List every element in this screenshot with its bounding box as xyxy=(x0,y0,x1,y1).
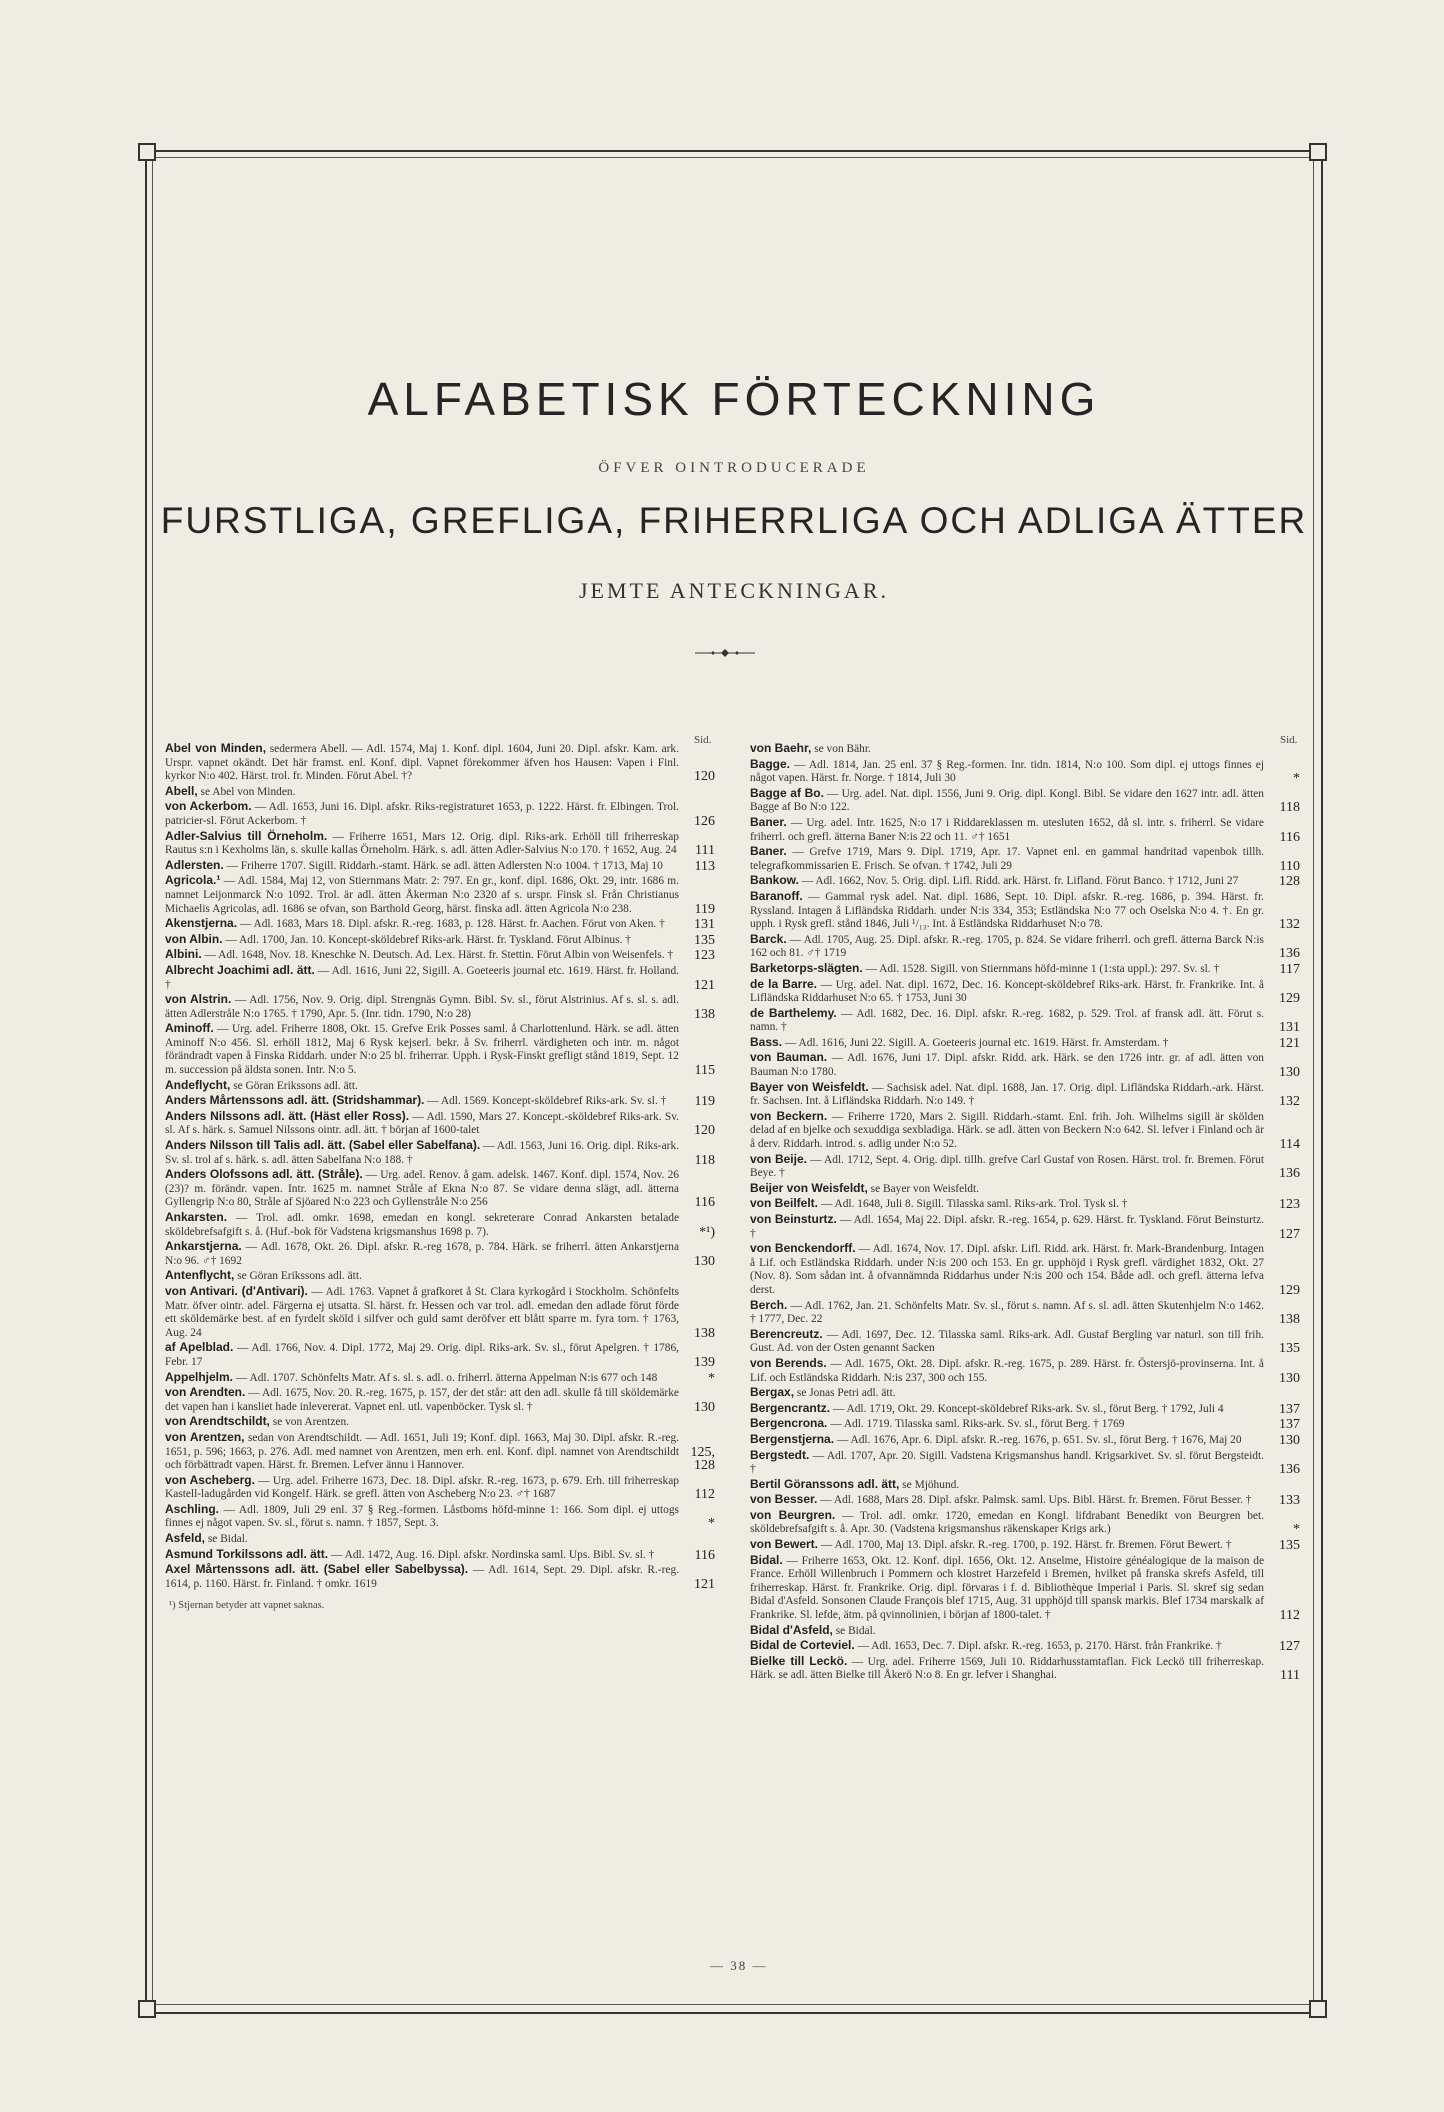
entry-text: se Bayer von Weisfeldt. xyxy=(870,1182,979,1195)
entry xyxy=(750,1182,1300,1197)
entry-text: se von Arentzen. xyxy=(272,1416,349,1429)
entry-name: Appelhjelm. xyxy=(165,1369,234,1384)
entry-page: 131 xyxy=(694,917,715,933)
entry xyxy=(165,1341,715,1369)
entry-page: 128 xyxy=(1279,874,1300,890)
entry xyxy=(750,1386,1300,1401)
entry-page: 117 xyxy=(1279,961,1300,977)
entry xyxy=(165,917,715,932)
entry-text: — Friherre 1653, Okt. 12. Konf. dipl. 1656, Okt. 12. Anselme, Histoire généalogique de la maison de France. Erhöll Willenbruch i Pommern och klostret Harzefeld i Bremen, hvilket på franska skrefs Asfeld, till friherreskap. Härst. fr. Frankrike. Orig. dipl. förvaras i f. d. Bibliothèque Imperial i Paris. Sl. skref sig sedan Bidal d'Asfeld. Sonsonen Claude François blef 1715, Aug. 31 upphöjd till spansk markis. Blef 1734 marskalk af Frankrike. Sl. lefde, ätm. på qvinnolinien, i början af 1800-talet. † xyxy=(750,1554,1264,1622)
entry-text: — Urg. adel. Friherre 1673, Dec. 18. Dipl. afskr. R.-reg. 1673, p. 679. Erh. till friherreskap Kastell-ladugården vid Kongelf. Härk. se grefl. ätten von Ascheberg N:o 23. ♂† 1687 xyxy=(165,1474,679,1501)
entry-text: — Adl. 1616, Juni 22, Sigill. A. Goeteeris journal etc. 1619. Härst. fr. Holland. † xyxy=(165,964,679,991)
entry-name: Albrecht Joachimi adl. ätt. xyxy=(165,962,315,977)
entry xyxy=(750,758,1300,786)
entry-name: Bielke till Leckö. xyxy=(750,1653,848,1668)
entry xyxy=(750,1051,1300,1079)
entry-text: — Adl. 1809, Juli 29 enl. 37 § Reg.-formen. Låstboms höfd-minne 1: 166. Som dipl. ej uttogs finnes ej något vapen. Sv. sl., förut s. namn. † 1857, Sept. 3. xyxy=(165,1503,679,1530)
entry-name: von Beckern. xyxy=(750,1108,828,1123)
entry-page: 133 xyxy=(1279,1493,1300,1509)
entry-text: sedermera Abell. — Adl. 1574, Maj 1. Konf. dipl. 1604, Juni 20. Dipl. afskr. Kam. ark. Urspr. vapnet okändt. Det här framst. enl. Konf. dipl. Vapnet förekommer äfven hos Hausen: Vapen i Finl. kyrkor N:o 402. Härst. trol. fr. Minden. Förut Abel. †? xyxy=(165,743,679,783)
entry-text: — Adl. 1756, Nov. 9. Orig. dipl. Strengnäs Gymn. Bibl. Sv. sl., förut Alstrinius. Af s. sl. s. adl. ätten Adlerstråle N:o 1765. † 1790, Apr. 5. (Inr. tidn. 1790, N:o 28) xyxy=(165,994,679,1020)
entry-name: Anders Mårtenssons adl. ätt. (Stridshammar). xyxy=(165,1093,425,1108)
sid-label-left: Sid. xyxy=(694,734,712,746)
entry-text: — Trol. adl. omkr. 1698, emedan en kongl. sekreterare Conrad Ankarsten betalade sköldebrefsafgift s. å. (Huf.-bok för Vadstena krigsmanshus 1698 p. 7). xyxy=(165,1212,679,1238)
entry-name: Baner. xyxy=(750,814,787,829)
entry-page: 123 xyxy=(694,948,715,964)
entry-name: Adlersten. xyxy=(165,857,224,872)
entry-name: Bergencrona. xyxy=(750,1416,828,1431)
entry xyxy=(165,742,715,784)
entry-text: — Adl. 1653, Juni 16. Dipl. afskr. Riks-registraturet 1653, p. 1222. Härst. fr. Elbingen. Trol. patricier-sl. Förut Ackerbom. † xyxy=(165,801,679,827)
entry-page: 132 xyxy=(1279,1094,1300,1110)
entry-text: — Friherre 1707. Sigill. Riddarh.-stamt. Härk. se adl. ätten Adlersten N:o 1004. † 1713, Maj 10 xyxy=(226,859,663,872)
entry xyxy=(750,1357,1300,1385)
entry-page: 126 xyxy=(694,813,715,829)
entry-text: — Adl. 1763. Vapnet å grafkoret å St. Clara kyrkogård i Stockholm. Schönfelts Matr. öfver ointr. adel. Färgerna ej utsatta. Sl. härst. fr. Hessen och var trol. adl. emedan den adlade förut förde ett sköldemärke best. af en fyrdelt sköld i silfver och guld samt deröfver ett blått sparre m. fyra torn. † 1763, Aug. 24 xyxy=(165,1285,679,1339)
entry-text: — Adl. 1766, Nov. 4. Dipl. 1772, Maj 29. Orig. dipl. Riks-ark. Sv. sl., förut Apelgren. † 1786, Febr. 17 xyxy=(165,1342,679,1368)
entry-page: 118 xyxy=(694,1152,715,1168)
entry-page: 130 xyxy=(1279,1065,1300,1081)
entry xyxy=(165,948,715,963)
entry xyxy=(750,1299,1300,1327)
entry xyxy=(165,1094,715,1109)
entry xyxy=(165,1269,715,1284)
entry xyxy=(750,1538,1300,1553)
entry-text: — Adl. 1719, Okt. 29. Koncept-sköldebref Riks-ark. Sv. sl., förut Berg. † 1792, Juli 4 xyxy=(832,1402,1224,1415)
left-column xyxy=(165,742,715,1613)
entry-name: Abel von Minden, xyxy=(165,741,267,755)
entry-page: 110 xyxy=(1279,858,1300,874)
entry-text: sedan von Arendtschildt. — Adl. 1651, Juli 19; Konf. dipl. 1663, Maj 30. Dipl. afskr. R.-reg. 1651, p. 596; 1663, p. 276. Adl. med namnet von Arentzen, men erh. enl. Konf. dipl. namnet von Arendtschildt och förbättradt vapen. Härst. fr. Bremen. Lefver ännu i Hannover. xyxy=(165,1431,679,1472)
entry-name: Bankow. xyxy=(750,873,799,888)
entry-name: Albini. xyxy=(165,947,202,962)
entry-page: 111 xyxy=(1280,1668,1300,1684)
entry-text: — Adl. 1563, Juni 16. Orig. dipl. Riks-ark. Sv. sl. trol af s. härk. s. adl. ätten Sabelfana N:o 188. † xyxy=(165,1140,679,1166)
entry-name: von Beinsturtz. xyxy=(750,1212,837,1226)
entry xyxy=(165,1285,715,1340)
entry xyxy=(165,1371,715,1386)
entry-name: Baranoff. xyxy=(750,888,803,903)
entry-page: 121 xyxy=(694,1576,715,1592)
entry-page: 116 xyxy=(694,1195,715,1211)
entry-page: 119 xyxy=(694,901,715,917)
ornament-icon xyxy=(695,648,755,658)
entry xyxy=(750,874,1300,889)
entry-page: 135 xyxy=(1279,1538,1300,1554)
entry-text: — Urg. adel. Nat. dipl. 1556, Juni 9. Orig. dipl. Kongl. Bibl. Se vidare den 1627 intr. adl. ätten Bagge af Bo N:o 122. xyxy=(750,787,1265,814)
entry-name: Bagge. xyxy=(750,756,791,771)
entry-text: se von Bähr. xyxy=(814,743,871,755)
entry-name: von Alstrin. xyxy=(165,992,232,1007)
entry-name: von Arendten. xyxy=(165,1385,246,1400)
entry-text: — Urg. adel. Nat. dipl. 1672, Dec. 16. Koncept-sköldebref Riks-ark. Härst. fr. Frankrike. Int. å Lifländska Riddarhuset N:o 65. † 1753, Juni 30 xyxy=(750,978,1264,1005)
entry-text: — Gammal rysk adel. Nat. dipl. 1686, Sept. 10. Dipl. afskr. R.-reg. 1686, p. 394. Härst. fr. Ryssland. Intagen å Lifländska Riddarh. under N:is 334, 353; Estländska N:o 77 och Oselska N:o 4. †. En gr. upph. i Rysk grefl. stånd 1846, Juli ¹/₁₃. Int. å Estländska Riddarhuset N:o 78. xyxy=(750,890,1264,931)
entry-text: — Adl. 1712, Sept. 4. Orig. dipl. tillh. grefve Carl Gustaf von Rosen. Härst. trol. fr. Bremen. Förut Beye. † xyxy=(750,1153,1264,1180)
page-heading: FURSTLIGA, GREFLIGA, FRIHERRLIGA OCH ADLIGA ÄTTER xyxy=(160,500,1308,541)
entry xyxy=(750,1509,1300,1537)
entry xyxy=(750,1153,1300,1181)
frame-corner xyxy=(138,2000,156,2018)
entry-text: — Adl. 1676, Juni 17. Dipl. afskr. Ridd. ark. Härk. se den 1726 intr. gr. af adl. ätten von Bauman N:o 1780. xyxy=(750,1052,1264,1079)
entry xyxy=(165,1211,715,1239)
entry-name: von Albin. xyxy=(165,931,223,946)
entry xyxy=(750,1197,1300,1212)
entry-page: 130 xyxy=(1279,1432,1300,1448)
entry-name: Andeflycht, xyxy=(165,1077,231,1092)
entry xyxy=(750,962,1300,977)
entry-page: * xyxy=(708,1370,715,1386)
entry-page: 130 xyxy=(694,1399,715,1415)
entry-name: Bidal d'Asfeld, xyxy=(750,1622,833,1637)
entry-name: Bayer von Weisfeldt. xyxy=(750,1079,869,1094)
entry-name: Bergenstjerna. xyxy=(750,1431,835,1446)
entry-name: Adler-Salvius till Örneholm. xyxy=(165,828,328,843)
entry xyxy=(750,845,1300,873)
entry-name: af Apelblad. xyxy=(165,1340,234,1355)
sid-label-right: Sid. xyxy=(1280,734,1298,746)
entry-text: — Adl. 1683, Mars 18. Dipl. afskr. R.-reg. 1683, p. 128. Härst. fr. Aachen. Förut von Aken. † xyxy=(239,918,665,931)
entry-text: se Bidal. xyxy=(207,1533,248,1546)
entry-text: — Adl. 1700, Jan. 10. Koncept-sköldebref Riks-ark. Härst. fr. Tyskland. Förut Albinus. † xyxy=(225,933,631,946)
entry xyxy=(165,830,715,858)
entry-page: 131 xyxy=(1279,1020,1300,1036)
entry-page: 111 xyxy=(695,843,715,859)
entry-text: — Adl. 1700, Maj 13. Dipl. afskr. R.-reg. 1700, p. 192. Härst. fr. Bremen. Förut Bewert. † xyxy=(820,1539,1232,1552)
entry xyxy=(165,1532,715,1547)
entry xyxy=(750,1478,1300,1493)
entry-text: — Adl. 1614, Sept. 29. Dipl. afskr. R.-reg. 1614, p. 1160. Härst. fr. Finland. † omkr. 1619 xyxy=(165,1564,679,1590)
page-number: — 38 — xyxy=(710,1958,768,1973)
entry-name: Berch. xyxy=(750,1297,788,1312)
entry-name: Baner. xyxy=(750,844,787,859)
entry-name: von Arendtschildt, xyxy=(165,1414,270,1429)
entry xyxy=(750,1242,1300,1297)
entry-name: von Beurgren. xyxy=(750,1507,836,1522)
entry xyxy=(165,1563,715,1591)
entry-page: 138 xyxy=(694,1006,715,1022)
entry-name: Beijer von Weisfeldt, xyxy=(750,1180,868,1195)
entry-name: Axel Mårtenssons adl. ätt. (Sabel eller Sabelbyssa). xyxy=(165,1562,469,1577)
entry xyxy=(165,859,715,874)
entry-page: 136 xyxy=(1279,1166,1300,1182)
entry-name: Anders Nilssons adl. ätt. (Häst eller Ross). xyxy=(165,1108,410,1123)
entry-page: 138 xyxy=(1279,1312,1300,1328)
entry-text: — Adl. 1648, Nov. 18. Kneschke N. Deutsch. Ad. Lex. Härst. fr. Stettin. Förut Albin von Weisenfels. † xyxy=(204,949,674,962)
entry-name: Bergax, xyxy=(750,1385,795,1400)
entry-text: se Abel von Minden. xyxy=(200,785,296,798)
entry-page: 125, 128 xyxy=(690,1444,715,1474)
entry-name: von Bauman. xyxy=(750,1050,828,1065)
page-subheading: JEMTE ANTECKNINGAR. xyxy=(579,578,889,603)
entry-text: — Adl. 1569. Koncept-sköldebref Riks-ark. Sv. sl. † xyxy=(427,1095,667,1108)
entry-text: — Urg. adel. Renov. å gam. adelsk. 1467. Konf. dipl. 1574, Nov. 26 (23)? m. förändr. vapen. Intr. 1625 m. namnet Stråle af Ekna N:o 87. Se vidare denna slägt, adl. ätterna Gyllengrip N:o 80, Stråle af Sjöared N:o 223 och Gyllenstråle N:o 256 xyxy=(165,1169,679,1209)
entry-name: von Besser. xyxy=(750,1492,818,1507)
entry xyxy=(750,1081,1300,1109)
entry-text: — Adl. 1762, Jan. 21. Schönfelts Matr. Sv. sl., förut s. namn. Af s. sl. adl. ätten Skutenhjelm N:o 1462. † 1777, Dec. 22 xyxy=(750,1299,1264,1326)
entry-page: 121 xyxy=(1279,1035,1300,1051)
entry-text: se Bidal. xyxy=(835,1624,876,1637)
entry-name: Bertil Göranssons adl. ätt, xyxy=(750,1476,900,1491)
entry-name: von Bewert. xyxy=(750,1537,819,1552)
entry-name: Ankarsten. xyxy=(165,1210,228,1224)
entry xyxy=(750,1213,1300,1241)
entry-text: — Adl. 1705, Aug. 25. Dipl. afskr. R.-reg. 1705, p. 824. Se vidare friherrl. och grefl. ätterna Barck N:is 162 och 81. ♂† 1719 xyxy=(750,933,1264,960)
entry-page: 137 xyxy=(1279,1401,1300,1417)
entry-text: — Adl. 1590, Mars 27. Koncept.-sköldebref Riks-ark. Sv. sl. Af s. härk. s. Samuel Nilssons ointr. adl. ätt. † början af 1600-talet xyxy=(165,1110,679,1137)
entry-page: 129 xyxy=(1279,991,1300,1007)
entry-page: 115 xyxy=(694,1063,715,1079)
entry-page: 112 xyxy=(694,1487,715,1503)
entry xyxy=(165,874,715,916)
entry xyxy=(750,1493,1300,1508)
entry-name: Anders Olofssons adl. ätt. (Stråle). xyxy=(165,1167,363,1182)
entry-text: — Adl. 1674, Nov. 17. Dipl. afskr. Lifl. Ridd. ark. Härst. fr. Mark-Brandenburg. Intagen å Lif. och Estländska Riddarh. under N:is 200 och 153. En gr. upphöjd i Rysk grefl. värdighet 1832, Okt. 27 (Nov. 8). Som sådan int. å ofvannämnda Riddarhus under N:is 200 och 154. Både adl. och grefl. ätterna lefva derst. xyxy=(750,1243,1264,1296)
entry xyxy=(165,1474,715,1502)
entry-name: Asfeld, xyxy=(165,1531,206,1546)
entry-text: — Adl. 1707. Schönfelts Matr. Af s. sl. s. adl. o. friherrl. ätterna Appelman N:is 677 och 148 xyxy=(235,1371,658,1384)
entry-name: de Barthelemy. xyxy=(750,1005,837,1020)
entry xyxy=(750,1402,1300,1417)
entry xyxy=(165,1079,715,1094)
entry-page: 129 xyxy=(1279,1282,1300,1298)
entry-text: — Adl. 1648, Juli 8. Sigill. Tilasska saml. Riks-ark. Trol. Tysk sl. † xyxy=(820,1198,1128,1211)
entry-text: se Jonas Petri adl. ätt. xyxy=(796,1387,896,1400)
entry-text: — Adl. 1676, Apr. 6. Dipl. afskr. R.-reg. 1676, p. 651. Sv. sl., förut Berg. † 1676, Maj 20 xyxy=(836,1433,1242,1446)
entry-page: 127 xyxy=(1279,1639,1300,1655)
entry xyxy=(165,800,715,828)
entry-page: * xyxy=(708,1516,715,1532)
entry-name: von Antivari. (d'Antivari). xyxy=(165,1283,308,1298)
entry xyxy=(165,1240,715,1268)
entry-page: 135 xyxy=(1279,1341,1300,1357)
entry-page: * xyxy=(1293,771,1300,787)
entry-text: — Adl. 1472, Aug. 16. Dipl. afskr. Nordinska saml. Ups. Bibl. Sv. sl. † xyxy=(331,1548,655,1561)
entry-text: — Adl. 1675, Okt. 28. Dipl. afskr. R.-reg. 1675, p. 289. Härst. fr. Östersjö-provinserna. Int. å Lif. och Estländska Riddarh. N:is 237, 300 och 155. xyxy=(750,1357,1264,1384)
entry-page: 123 xyxy=(1279,1197,1300,1213)
entry-name: Antenflycht, xyxy=(165,1268,235,1283)
entry-name: Berencreutz. xyxy=(750,1326,823,1341)
entry xyxy=(165,1139,715,1167)
entry-page: 132 xyxy=(1279,917,1300,933)
entry xyxy=(750,816,1300,844)
entry-text: — Adl. 1697, Dec. 12. Tilasska saml. Riks-ark. Adl. Gustaf Bergling var naturl. son till frih. Gust. Ad. von der Osten genannt Sacken xyxy=(750,1328,1264,1355)
entry xyxy=(750,890,1300,932)
page-title: ALFABETISK FÖRTECKNING xyxy=(367,373,1101,425)
entry-page: 118 xyxy=(1279,800,1300,816)
frame-corner xyxy=(138,143,156,161)
entry xyxy=(165,785,715,800)
entry xyxy=(165,1431,715,1473)
entry-text: — Adl. 1528. Sigill. von Stiernmans höfd-minne 1 (1:sta uppl.): 297. Sv. sl. † xyxy=(865,962,1220,975)
entry-name: Bidal. xyxy=(750,1552,783,1567)
entry-name: Aminoff. xyxy=(165,1021,214,1036)
entry xyxy=(750,1655,1300,1683)
entry-text: — Adl. 1675, Nov. 20. R.-reg. 1675, p. 157, der det står: att den adl. skulle få till sköldemärke det vapen han i kansliet hade inlevererat. Vapnet enl. utl. vapenböcker. Tysk sl. † xyxy=(165,1387,679,1413)
entry-page: 136 xyxy=(1279,1462,1300,1478)
entry-name: von Ascheberg. xyxy=(165,1472,255,1487)
entry-text: — Friherre 1720, Mars 2. Sigill. Riddarh.-stamt. Enl. frih. Joh. Wilhelms sigill är skölden delad af en bjelke och sexuddiga sexbladiga. Härk. se adl. ätten von Beckern N:o 642. Sl. lefver i Finland och är å derv. Riddarh. introd. s. adlig under N:o 52. xyxy=(750,1110,1264,1151)
entry xyxy=(165,1415,715,1430)
entry-page: 136 xyxy=(1279,946,1300,962)
entry xyxy=(165,933,715,948)
entry-text: — Adl. 1662, Nov. 5. Orig. dipl. Lifl. Ridd. ark. Härst. fr. Lifland. Förut Banco. † 1712, Juni 27 xyxy=(801,875,1239,888)
entry xyxy=(750,742,1300,757)
page-subtitle: ÖFVER OINTRODUCERADE xyxy=(598,460,870,476)
entry-text: — Urg. adel. Friherre 1808, Okt. 15. Grefve Erik Posses saml. å Charlottenlund. Härk. se adl. ätten Aminoff N:o 456. Sl. erhöll 1812, Maj 6 Rysk kejserl. bekr. å Sv. friherrl. värdigheten och intr. m. något förändradt vapen å Finska Riddarh. under N:o 25 bl. friherrar. Upph. i Rysk-Finskt grefligt stånd 1819, Sept. 12 m. succession på äldsta sonen. Intr. N:o 5. xyxy=(165,1023,679,1077)
entry-name: Akenstjerna. xyxy=(165,916,238,931)
entry xyxy=(165,1386,715,1414)
entry xyxy=(750,978,1300,1006)
entry-page: 116 xyxy=(1279,829,1300,845)
entry-text: — Urg. adel. Intr. 1625, N:o 17 i Riddareklassen m. utesluten 1652, då sl. intr. s. friherrl. Se vidare friherrl. och grefl. ätterna Baner N:is 22 och 11. ♂† 1651 xyxy=(750,816,1264,843)
entry-text: — Adl. 1682, Dec. 16. Dipl. afskr. R.-reg. 1682, p. 529. Trol. af fransk adl. ätt. Förut s. namn. † xyxy=(750,1007,1264,1034)
frame-corner xyxy=(1309,143,1327,161)
entry xyxy=(750,787,1300,815)
entry-page: *¹) xyxy=(699,1224,715,1240)
entry-page: 121 xyxy=(694,977,715,993)
entry-text: — Adl. 1584, Maj 12, von Stiernmans Matr. 2: 797. En gr., konf. dipl. 1686, Okt. 29, intr. 1686 m. namnet Leijonmarck N:o 1092. Trol. är adl. ätten Åkerman N:o 2320 af s. urspr. Finsk sl. Från Christianus Michaelis Agricolas, adl. 1686 se ofvan, son Barthold Georg, härst. finska adl. ätten Agricola N:o 238. xyxy=(165,875,679,915)
entry-text: se Mjöhund. xyxy=(902,1478,960,1491)
entry xyxy=(165,1022,715,1077)
entry-name: Barketorps-slägten. xyxy=(750,960,863,975)
entry-page: 139 xyxy=(694,1354,715,1370)
entry xyxy=(750,1007,1300,1035)
entry-page: 137 xyxy=(1279,1417,1300,1433)
entry-name: Ankarstjerna. xyxy=(165,1239,242,1254)
entry xyxy=(750,933,1300,961)
entry-text: — Adl. 1616, Juni 22. Sigill. A. Goeteeris journal etc. 1619. Härst. fr. Amsterdam. † xyxy=(784,1036,1169,1049)
entry-page: 113 xyxy=(694,858,715,874)
entry-name: Agricola.¹ xyxy=(165,873,221,888)
entry-page: * xyxy=(1293,1522,1300,1538)
entry-page: 114 xyxy=(1279,1137,1300,1153)
right-column xyxy=(750,742,1300,1684)
entry xyxy=(750,1328,1300,1356)
entry-name: de la Barre. xyxy=(750,976,817,991)
entry-name: Anders Nilsson till Talis adl. ätt. (Sabel eller Sabelfana). xyxy=(165,1138,481,1153)
entry-text: — Urg. adel. Friherre 1569, Juli 10. Riddarhusstamtaflan. Fick Leckö till friherreskap. Härk. se adl. ätten Bielke till Åkerö N:o 8. En gr. lefver i Shanghai. xyxy=(750,1655,1264,1682)
entry-name: von Berends. xyxy=(750,1355,827,1370)
entry-page: 120 xyxy=(694,769,715,785)
entry-name: von Arentzen, xyxy=(165,1429,245,1444)
entry-page: 130 xyxy=(1279,1370,1300,1386)
entry-page: 135 xyxy=(694,932,715,948)
entry-page: 119 xyxy=(694,1094,715,1110)
entry-name: von Beije. xyxy=(750,1151,807,1166)
entry-text: — Adl. 1719. Tilasska saml. Riks-ark. Sv. sl., förut Berg. † 1769 xyxy=(830,1418,1125,1431)
entry-page: 120 xyxy=(694,1123,715,1139)
entry xyxy=(165,1548,715,1563)
entry-name: Bergstedt. xyxy=(750,1447,810,1462)
entry-name: Bagge af Bo. xyxy=(750,785,824,800)
entry xyxy=(165,964,715,992)
entry-text: — Adl. 1654, Maj 22. Dipl. afskr. R.-reg. 1654, p. 629. Härst. fr. Tyskland. Förut Beinsturtz. † xyxy=(750,1214,1264,1240)
entry xyxy=(750,1036,1300,1051)
entry-name: Bergencrantz. xyxy=(750,1400,831,1415)
entry-text: — Friherre 1651, Mars 12. Orig. dipl. Riks-ark. Erhöll till friherreskap Rautus s:n i Kexholms län, s. skulle kallas Örneholm. Härk. s. adl. ätten Adler-Salvius N:o 170. † 1652, Aug. 24 xyxy=(165,830,679,857)
entry xyxy=(750,1110,1300,1152)
entry xyxy=(750,1433,1300,1448)
entry-name: von Beilfelt. xyxy=(750,1196,819,1211)
entry-name: Aschling. xyxy=(165,1501,220,1516)
entry-page: 130 xyxy=(694,1253,715,1269)
entry-text: — Adl. 1688, Mars 28. Dipl. afskr. Palmsk. saml. Ups. Bibl. Härst. fr. Bremen. Förut Besser. † xyxy=(820,1494,1252,1507)
entry-name: Barck. xyxy=(750,931,787,946)
entry xyxy=(750,1639,1300,1654)
entry xyxy=(750,1624,1300,1639)
entry-page: 138 xyxy=(694,1325,715,1341)
entry-page: 112 xyxy=(1279,1608,1300,1624)
entry-text: — Adl. 1814, Jan. 25 enl. 37 § Reg.-formen. Inr. tidn. 1814, N:o 100. Som dipl. ej uttogs finnes ej något vapen. Härst. fr. Norge. † 1814, Juli 30 xyxy=(750,758,1264,785)
entry-name: Bidal de Corteviel. xyxy=(750,1638,855,1653)
frame-corner xyxy=(1309,2000,1327,2018)
entry xyxy=(750,1417,1300,1432)
entry-text: se Göran Erikssons adl. ätt. xyxy=(233,1079,358,1092)
entry-name: von Baehr, xyxy=(750,741,812,755)
entry-text: — Adl. 1678, Okt. 26. Dipl. afskr. R.-reg 1678, p. 784. Härk. se friherrl. ätten Ankarstjerna N:o 96. ♂† 1692 xyxy=(165,1241,679,1267)
entry-name: Asmund Torkilssons adl. ätt. xyxy=(165,1546,329,1561)
entry-page: 127 xyxy=(1279,1226,1300,1242)
entry-text: — Trol. adl. omkr. 1720, emedan en Kongl. lifdrabant Benedikt von Beurgren bet. sköldebrefsafgift s. å. Apr. 30. (Vadstena krigsmanshus räkenskaper Krigs ark.) xyxy=(750,1509,1264,1536)
entry-name: von Ackerbom. xyxy=(165,799,252,814)
entry-name: Abell, xyxy=(165,783,198,798)
entry-name: von Benckendorff. xyxy=(750,1241,856,1256)
entry-text: — Sachsisk adel. Nat. dipl. 1688, Jan. 17. Orig. dipl. Lifländska Riddarh.-ark. Härst. fr. Sachsen. Int. å Lifländska Riddarh. N:o 149. † xyxy=(750,1081,1264,1108)
footnote: ¹) Stjernan betyder att vapnet saknas. xyxy=(169,1600,325,1612)
entry-text: — Grefve 1719, Mars 9. Dipl. 1719, Apr. 17. Vapnet enl. en gammal handritad vapenbok tillh. telegrafkommissarien E. Frisch. Se ofvan. † 1742, Juli 29 xyxy=(750,846,1264,872)
entry-text: se Göran Erikssons adl. ätt. xyxy=(237,1270,362,1283)
entry xyxy=(750,1449,1300,1477)
entry-text: — Adl. 1653, Dec. 7. Dipl. afskr. R.-reg. 1653, p. 2170. Härst. från Frankrike. † xyxy=(857,1640,1222,1653)
entry xyxy=(165,1503,715,1531)
entry-name: Bass. xyxy=(750,1034,783,1049)
entry-page: 116 xyxy=(694,1547,715,1563)
entry-text: — Adl. 1707, Apr. 20. Sigill. Vadstena Krigsmanshus handl. Krigsarkivet. Sv. sl. förut Bergsteidt. † xyxy=(750,1449,1264,1476)
entry xyxy=(165,1110,715,1138)
entry xyxy=(750,1554,1300,1623)
entry xyxy=(165,993,715,1021)
entry xyxy=(165,1168,715,1210)
